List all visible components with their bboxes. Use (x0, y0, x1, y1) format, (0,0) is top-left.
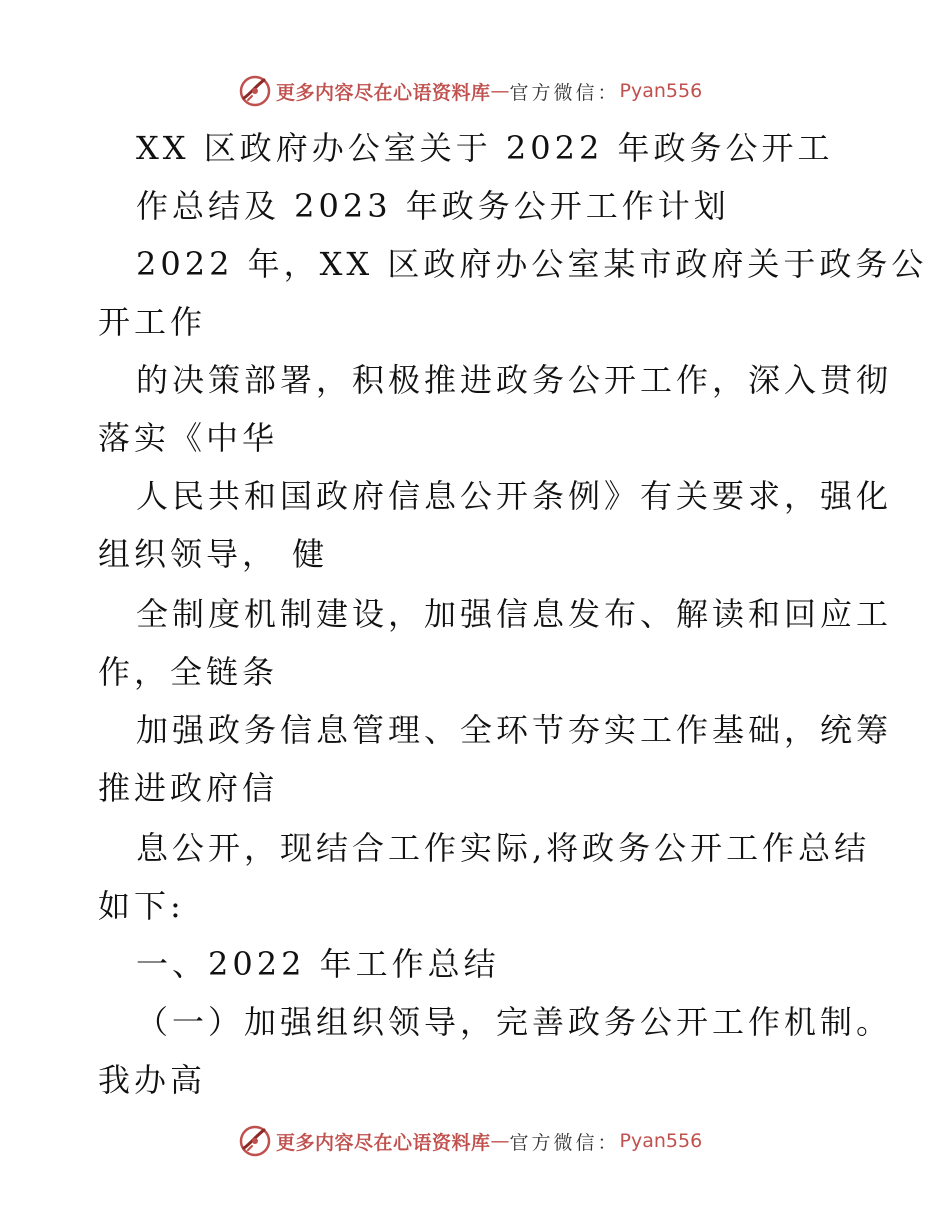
doc-line: 落实《中华 (98, 419, 279, 457)
watermark-id: Pyan556 (619, 1130, 703, 1152)
doc-line: 加强政务信息管理、全环节夯实工作基础，统筹 (136, 711, 893, 749)
doc-line: 我办高 (98, 1061, 207, 1099)
watermark-label: 官方微信： (509, 81, 620, 104)
doc-line: 2022 年，XX 区政府办公室某市政府关于政务公 (136, 245, 928, 283)
doc-line: 人民共和国政府信息公开条例》有关要求，强化 (136, 477, 893, 515)
watermark-dash: — (490, 1130, 510, 1152)
doc-line: 如下: (98, 887, 185, 925)
watermark-main-text: 更多内容尽在心语资料库 (276, 81, 491, 104)
doc-line: 的决策部署，积极推进政务公开工作，深入贯彻 (136, 361, 893, 399)
doc-line: 推进政府信 (98, 769, 279, 807)
watermark-id: Pyan556 (619, 80, 703, 102)
doc-line: 开工作 (98, 303, 207, 341)
watermark-label: 官方微信： (509, 1131, 620, 1154)
doc-line: 全制度机制建设，加强信息发布、解读和回应工 (136, 595, 893, 633)
doc-title-line-1: XX 区政府办公室关于 2022 年政务公开工 (136, 129, 834, 167)
doc-title-line-2: 作总结及 2023 年政务公开工作计划 (136, 187, 730, 225)
subsection-heading: （一）加强组织领导，完善政务公开工作机制。 (136, 1003, 893, 1041)
doc-line: 息公开，现结合工作实际,将政务公开工作总结 (136, 829, 871, 867)
doc-line: 组织领导， 健 (98, 535, 329, 573)
doc-line: 作，全链条 (98, 653, 279, 691)
footer-watermark (238, 1123, 702, 1159)
watermark-main-text: 更多内容尽在心语资料库 (276, 1131, 491, 1154)
header-watermark (238, 73, 702, 109)
pen-logo-icon (238, 1124, 272, 1158)
pen-logo-icon (238, 74, 272, 108)
section-heading: 一、2022 年工作总结 (136, 945, 500, 983)
watermark-dash: — (490, 80, 510, 102)
